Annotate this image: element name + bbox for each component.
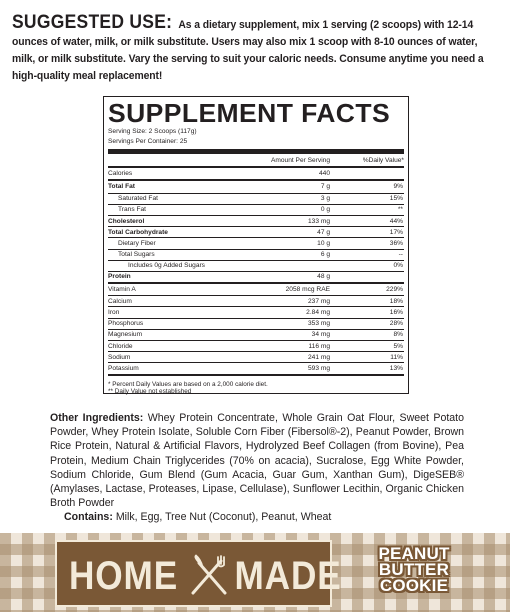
facts-row-trans-fat: Trans Fat 0 g ** xyxy=(108,204,404,215)
logo-word-made: MADE xyxy=(234,554,342,598)
col-amount: Amount Per Serving xyxy=(270,156,330,164)
servings-per-container: Servings Per Container: 25 xyxy=(108,137,188,145)
flavor-line-1: PEANUT BUTTER xyxy=(378,544,450,579)
contains-text: Milk, Egg, Tree Nut (Coconut), Peanut, Wheat xyxy=(115,511,332,523)
suggested-use-text: As a dietary supplement, mix 1 serving (2 scoops) with 12-14 ounces of water, milk, or milk substitute. Users may also mix 1 scoop with 8-10 ounces of water, milk, or milk substitute. Vary the serving to suit your caloric needs. Consume anytime you need a high-quality meal replacement! xyxy=(12,19,484,82)
footnote-not-established: ** Daily Value not established xyxy=(108,388,192,396)
facts-row-calories: Calories 440 xyxy=(108,170,330,178)
other-ingredients-label: Other Ingredients: xyxy=(50,412,144,424)
facts-row-chloride: Chloride 116 mg 5% xyxy=(108,340,404,351)
footnote-daily-values: * Percent Daily Values are based on a 2,000 calorie diet. xyxy=(108,380,268,388)
fork-knife-icon xyxy=(187,553,231,597)
facts-row-total-carbohydrate: Total Carbohydrate 47 g 17% xyxy=(108,226,404,237)
facts-title: SUPPLEMENT FACTS xyxy=(108,98,391,128)
facts-row-total-fat: Total Fat 7 g 9% xyxy=(108,183,403,191)
facts-row-protein: Protein 48 g xyxy=(108,271,404,282)
facts-row-cholesterol: Cholesterol 133 mg 44% xyxy=(108,215,404,226)
homemade-logo xyxy=(55,540,342,607)
suggested-use-heading: SUGGESTED USE: xyxy=(12,12,173,33)
facts-row-sodium: Sodium 241 mg 11% xyxy=(108,351,404,362)
flavor-label xyxy=(344,546,484,594)
allergen-contains xyxy=(64,511,331,523)
serving-size: Serving Size: 2 Scoops (117g) xyxy=(108,128,197,135)
other-ingredients xyxy=(50,411,464,510)
suggested-use xyxy=(12,14,500,85)
supplement-facts-panel xyxy=(103,96,409,394)
facts-footnote xyxy=(108,376,404,396)
facts-row-potassium: Potassium 593 mg 13% xyxy=(108,362,404,373)
facts-row-vitamin-a: Vitamin A 2058 mcg RAE 229% xyxy=(108,286,403,294)
facts-header-row xyxy=(108,154,404,166)
facts-row-iron: Iron 2.84 mg 16% xyxy=(108,306,404,317)
facts-row-added-sugars: Includes 0g Added Sugars 0% xyxy=(108,260,404,271)
col-dv: %Daily Value* xyxy=(362,156,404,164)
facts-row-total-sugars: Total Sugars 6 g -- xyxy=(108,249,404,260)
facts-row-magnesium: Magnesium 34 mg 8% xyxy=(108,329,404,340)
flavor-line-2: COOKIE xyxy=(379,576,449,595)
logo-word-home: HOME xyxy=(69,554,179,598)
facts-row-saturated-fat: Saturated Fat 3 g 15% xyxy=(108,193,404,204)
facts-row-dietary-fiber: Dietary Fiber 10 g 36% xyxy=(108,237,404,248)
facts-row-phosphorus: Phosphorus 353 mg 28% xyxy=(108,318,404,329)
other-ingredients-text: Whey Protein Concentrate, Whole Grain Oat Flour, Sweet Potato Powder, Whey Protein Isolate, Soluble Corn Fiber (Fibersol®-2), Peanut Powder, Brown Rice Protein, Natural & Artificial Flavors, Hydrolyzed Beef Collagen (from Bovine), Pea Protein, Medium Chain Triglycerides (70% on acacia), Sucralose, Egg White Powder, Sodium Chloride, Gum Blend (Gum Acacia, Guar Gum, Xanthan Gum), DigeSEB® (Amylases, Lactase, Proteases, Lipase, Cellulase), Sunflower Lecithin, Organic Chicken Broth Powder xyxy=(50,412,465,510)
contains-label: Contains: xyxy=(64,511,113,523)
facts-row-calcium: Calcium 237 mg 18% xyxy=(108,295,404,306)
